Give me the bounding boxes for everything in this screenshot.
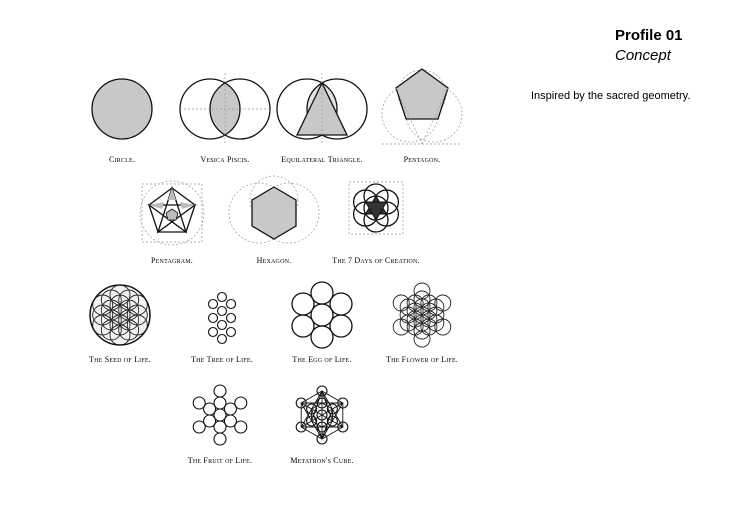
figure-label: Metatron's Cube. (290, 456, 354, 465)
figure-label: Pentagon. (403, 155, 441, 164)
figure-label: The Tree of Life. (191, 355, 253, 364)
page-note: Inspired by the sacred geometry. (531, 90, 691, 102)
figure-label: The Flower of Life. (385, 355, 459, 364)
figure-label: Hexagon. (256, 256, 292, 265)
figure-label: The Egg of Life. (292, 355, 352, 364)
figure-label: Pentagram. (151, 256, 193, 265)
page-title: Profile 01 (615, 27, 683, 44)
figure-label: Equilateral Triangle. (281, 155, 363, 164)
figure-label: The Fruit of Life. (187, 456, 253, 465)
figure-label: The Seed of Life. (89, 355, 151, 364)
figure-label: Vesica Piscis. (200, 155, 250, 164)
figure-label: Circle. (108, 155, 136, 164)
page-subtitle: Concept (615, 47, 671, 64)
figure-label: The 7 Days of Creation. (332, 256, 420, 265)
